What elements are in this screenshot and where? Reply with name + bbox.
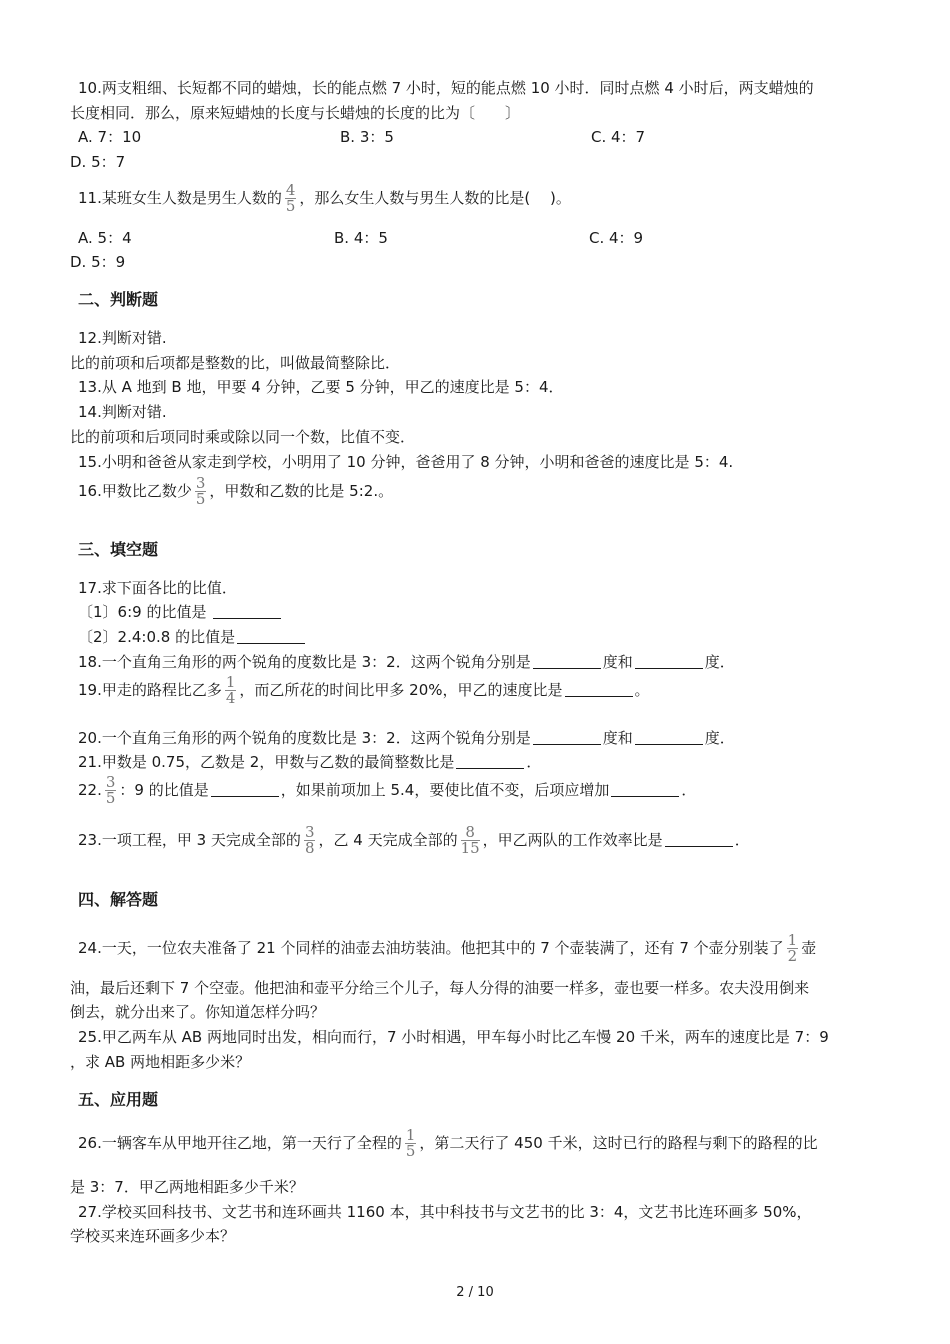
q14-line2: 比的前项和后项同时乘或除以同一个数，比值不变． (70, 428, 416, 446)
q10-option-a: A. 7：10 (78, 128, 142, 146)
q10-option-c: C. 4：7 (591, 128, 646, 146)
q15-line: 15.小明和爸爸从家走到学校，小明用了 10 分钟，爸爸用了 8 分钟，小明和爸爸的速度比是 5：4. (78, 453, 734, 471)
q24-line2: 油，最后还剩下 7 个空壶。他把油和壶平分给三个儿子，每人分得的油要一样多，壶也要一样多。农夫没用倒来 (70, 979, 810, 997)
answer-blank[interactable] (456, 754, 524, 769)
q26-line1: 26.一辆客车从甲地开往乙地，第一天行了全程的 $\frac{1}{5}$ ，第二天行了 450 千米，这时已行的路程与剩下的路程的比 (78, 1126, 818, 1160)
answer-blank[interactable] (665, 832, 733, 847)
q25-line1: 25.甲乙两车从 AB 两地同时出发，相向而行，7 小时相遇，甲车每小时比乙车慢 20 千米，两车的速度比是 7：9 (78, 1028, 829, 1046)
q16-fraction: $\frac{3}{5}$ (195, 474, 206, 508)
q10-option-d: D. 5：7 (70, 153, 126, 171)
answer-blank[interactable] (237, 629, 305, 644)
q27-line1: 27.学校买回科技书、文艺书和连环画共 1160 本，其中科技书与文艺书的比 3：4，文艺书比连环画多 50%， (78, 1203, 812, 1221)
q11-option-c: C. 4：9 (589, 229, 644, 247)
q23-fraction-1: $\frac{3}{8}$ (304, 823, 315, 857)
answer-blank[interactable] (635, 730, 703, 745)
q11-pre: 11.某班女生人数是男生人数的 (78, 189, 282, 207)
q19-fraction: $\frac{1}{4}$ (225, 673, 236, 707)
q12-line1: 12.判断对错. (78, 329, 167, 347)
q10-option-b: B. 3：5 (340, 128, 394, 146)
answer-blank[interactable] (213, 604, 281, 619)
q11-option-d: D. 5：9 (70, 253, 126, 271)
q17-line1: 17.求下面各比的比值． (78, 579, 237, 597)
q22-line: 22. $\frac{3}{5}$ ：9 的比值是 ，如果前项加上 5.4，要使比值不变，后项应增加 ． (78, 773, 697, 807)
q18-line: 18.一个直角三角形的两个锐角的度数比是 3：2．这两个锐角分别是 度和 度． (78, 653, 735, 671)
section-heading-answer: 四、解答题 (78, 890, 159, 909)
q13-line: 13.从 A 地到 B 地，甲要 4 分钟，乙要 5 分钟，甲乙的速度比是 5：4． (78, 378, 564, 396)
q25-line2: ，求 AB 两地相距多少米？ (70, 1053, 251, 1071)
answer-blank[interactable] (533, 654, 601, 669)
q11-option-a: A. 5：4 (78, 229, 132, 247)
q22-fraction: $\frac{3}{5}$ (105, 773, 116, 807)
page-number: 2 / 10 (456, 1285, 494, 1300)
q11-fraction: $\frac{4}{5}$ (285, 181, 296, 215)
section-heading-fill-blank: 三、填空题 (78, 540, 159, 559)
q14-line1: 14.判断对错. (78, 403, 167, 421)
answer-blank[interactable] (611, 782, 679, 797)
q20-line: 20.一个直角三角形的两个锐角的度数比是 3：2．这两个锐角分别是 度和 度． (78, 729, 735, 747)
q24-line3: 倒去，就分出来了。你知道怎样分吗？ (70, 1003, 326, 1021)
q10-line1: 10.两支粗细、长短都不同的蜡烛，长的能点燃 7 小时，短的能点燃 10 小时．同时点燃 4 小时后，两支蜡烛的 (78, 79, 814, 97)
q26-fraction: $\frac{1}{5}$ (405, 1126, 416, 1160)
q16-line: 16.甲数比乙数少 $\frac{3}{5}$ ，甲数和乙数的比是 5:2.。 (78, 474, 394, 508)
answer-blank[interactable] (211, 782, 279, 797)
q24-fraction: $\frac{1}{2}$ (787, 931, 798, 965)
q11-line (78, 180, 571, 216)
q23-fraction-2: $\frac{8}{15}$ (460, 823, 480, 857)
q27-line2: 学校买来连环画多少本？ (70, 1227, 236, 1245)
q17-line3: 〔2〕2.4:0.8 的比值是 (78, 627, 307, 647)
q11-post: ，那么女生人数与男生人数的比是( )。 (299, 189, 571, 207)
answer-blank[interactable] (533, 730, 601, 745)
answer-blank[interactable] (565, 682, 633, 697)
section-heading-application: 五、应用题 (78, 1090, 159, 1109)
q23-line: 23.一项工程，甲 3 天完成全部的 $\frac{3}{8}$ ，乙 4 天完成全部的 $\frac{8}{15}$ ，甲乙两队的工作效率比是 ． (78, 823, 750, 857)
q24-line1: 24.一天，一位农夫准备了 21 个同样的油壶去油坊装油。他把其中的 7 个壶装满了，还有 7 个壶分别装了 $\frac{1}{2}$ 壶 (78, 931, 817, 965)
q21-line: 21.甲数是 0.75，乙数是 2，甲数与乙数的最简整数比是 ． (78, 753, 542, 771)
q17-line2: 〔1〕6:9 的比值是 (78, 602, 283, 622)
q19-line: 19.甲走的路程比乙多 $\frac{1}{4}$ ，而乙所花的时间比甲多 20%，甲乙的速度比是 。 (78, 673, 650, 707)
q10-line2: 长度相同．那么，原来短蜡烛的长度与长蜡烛的长度的比为〔 〕 (70, 104, 521, 122)
q26-line2: 是 3：7．甲乙两地相距多少千米？ (70, 1178, 304, 1196)
q11-option-b: B. 4：5 (334, 229, 388, 247)
q12-line2: 比的前项和后项都是整数的比，叫做最简整除比． (70, 354, 401, 372)
answer-blank[interactable] (635, 654, 703, 669)
section-heading-judgement: 二、判断题 (78, 290, 159, 309)
